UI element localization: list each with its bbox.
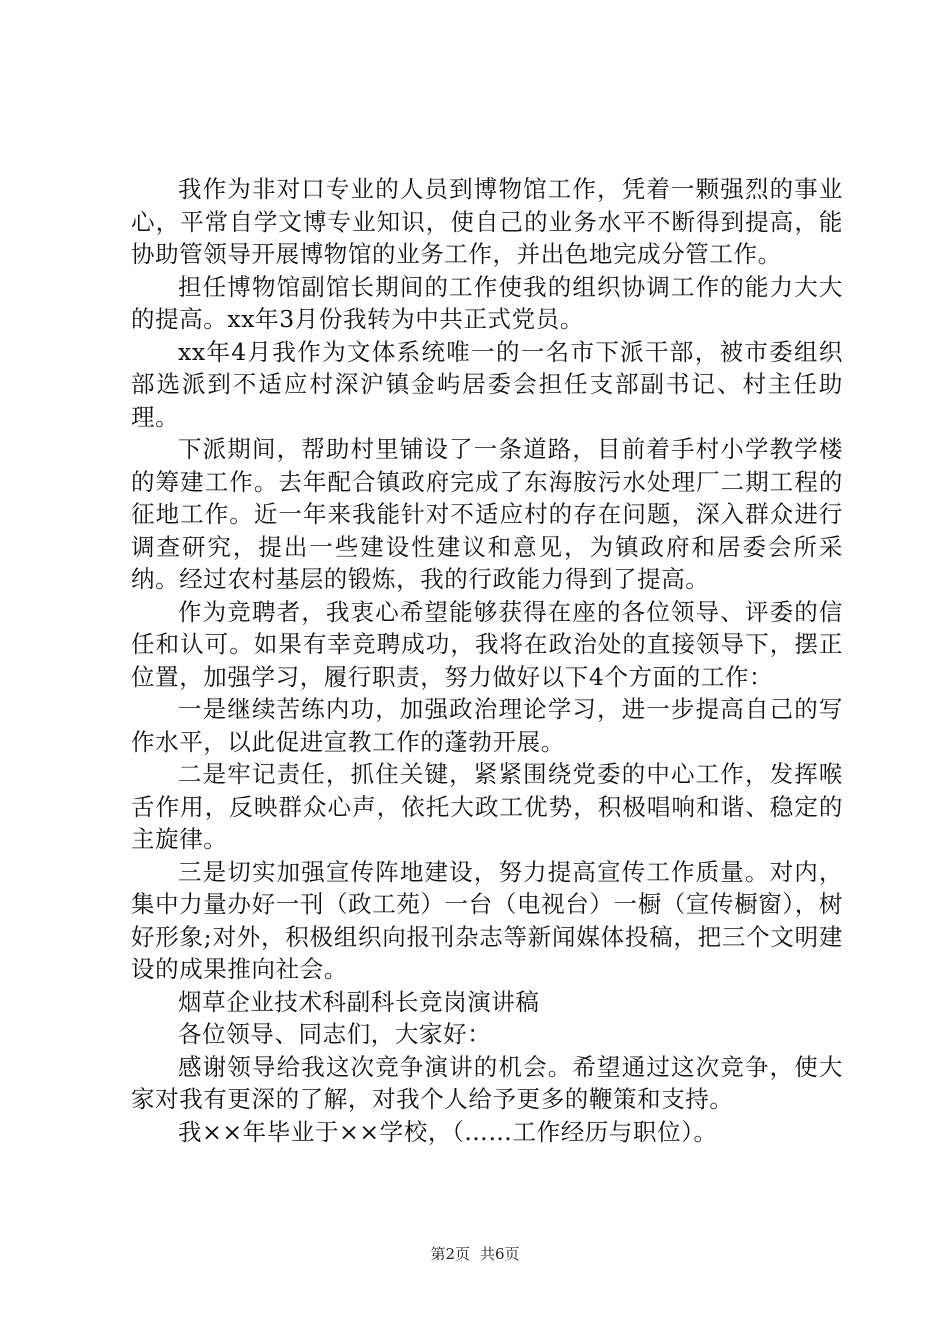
paragraph: 一是继续苦练内功，加强政治理论学习，进一步提高自己的写作水平，以此促进宣教工作的蓬勃开展。: [131, 695, 843, 756]
paragraph: 下派期间，帮助村里铺设了一条道路，目前着手村小学教学楼的筹建工作。去年配合镇政府完成了东海胺污水处理厂二期工程的征地工作。近一年来我能针对不适应村的存在问题，深入群众进行调查研究，提出一些建设性建议和意见，为镇政府和居委会所采纳。经过农村基层的锻炼，我的行政能力得到了提高。: [131, 435, 843, 593]
paragraph: 作为竞聘者，我衷心希望能够获得在座的各位领导、评委的信任和认可。如果有幸竞聘成功，我将在政治处的直接领导下，摆正位置，加强学习，履行职责，努力做好以下4个方面的工作：: [131, 597, 843, 691]
paragraph: 三是切实加强宣传阵地建设，努力提高宣传工作质量。对内，集中力量办好一刊（政工苑）一台（电视台）一橱（宣传橱窗），树好形象;对外，积极组织向报刊杂志等新闻媒体投稿，把三个文明建设的成果推向社会。: [131, 857, 843, 983]
page-number-total: 共6页: [480, 1245, 520, 1263]
paragraph: 二是牢记责任，抓住关键，紧紧围绕党委的中心工作，发挥喉舌作用，反映群众心声，依托大政工优势，积极唱响和谐、稳定的主旋律。: [131, 760, 843, 853]
document-body: [131, 173, 843, 1148]
salutation: 各位领导、同志们，大家好：: [178, 1020, 492, 1048]
paragraph: 感谢领导给我这次竞争演讲的机会。希望通过这次竞争，使大家对我有更深的了解，对我个人给予更多的鞭策和支持。: [131, 1052, 843, 1113]
page-number-current: 第2页: [430, 1245, 470, 1263]
speech-title: 烟草企业技术科副科长竞岗演讲稿: [178, 987, 540, 1016]
paragraph: 担任博物馆副馆长期间的工作使我的组织协调工作的能力大大的提高。xx年3月份我转为中共正式党员。: [131, 272, 843, 333]
paragraph: 我××年毕业于××学校，（……工作经历与职位）。: [178, 1117, 718, 1146]
page-footer: [0, 1244, 950, 1264]
paragraph: xx年4月我作为文体系统唯一的一名市下派干部，被市委组织部选派到不适应村深沪镇金屿居委会担任支部副书记、村主任助理。: [131, 337, 843, 431]
paragraph: 我作为非对口专业的人员到博物馆工作，凭着一颗强烈的事业心，平常自学文博专业知识，使自己的业务水平不断得到提高，能协助管领导开展博物馆的业务工作，并出色地完成分管工作。: [131, 175, 843, 268]
